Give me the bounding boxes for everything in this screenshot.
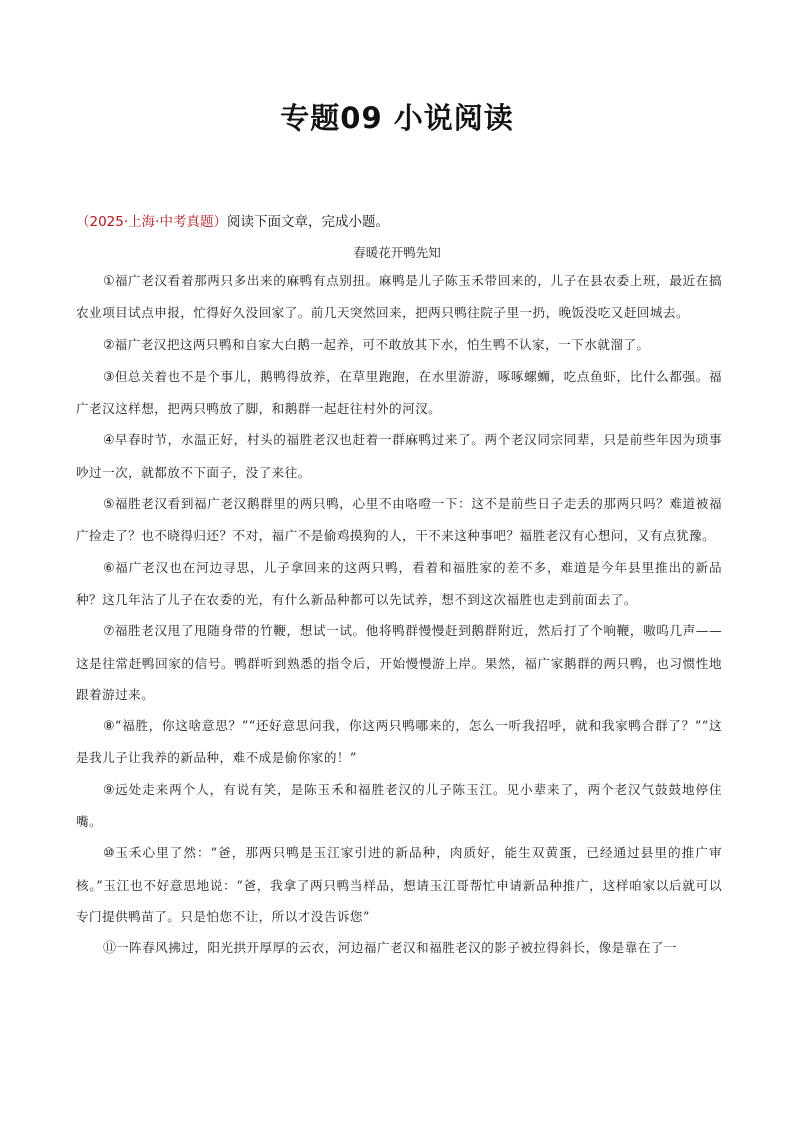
paragraph-text: 远处走来两个人，有说有笑，是陈玉禾和福胜老汉的儿子陈玉江。见小辈来了，两个老汉气鼓鼓地停住嘴。 xyxy=(76,781,723,830)
paragraph-text: “福胜，你这啥意思？”“还好意思问我，你这两只鸭哪来的，怎么一听我招呼，就和我家鸭合群了？”“这是我儿子让我养的新品种，难不成是偷你家的！” xyxy=(76,718,722,766)
paragraph-number: ⑧ xyxy=(103,719,115,735)
paragraph-text: 福胜老汉甩了甩随身带的竹鞭，想试一试。他将鸭群慢慢赶到鹅群附近，然后打了个响鞭，嗷呜几声——这是往常赶鸭回家的信号。鸭群听到熟悉的指令后，开始慢慢游上岸。果然，福广家鹅群的两只鸭，也习惯性地跟着游过来。 xyxy=(76,623,723,702)
paragraph-text: 福广老汉把这两只鸭和自家大白鹅一起养，可不敢放其下水，怕生鸭不认家，一下水就溜了。 xyxy=(114,336,650,352)
paragraph-text: 早春时节，水温正好，村头的福胜老汉也赶着一群麻鸭过来了。两个老汉同宗同辈，只是前些年因为琐事吵过一次，就都放不下面子，没了来往。 xyxy=(76,432,723,480)
paragraph-8 xyxy=(76,710,722,774)
paragraph-text: 福广老汉也在河边寻思，儿子拿回来的这两只鸭，看着和福胜家的差不多，难道是今年县里推出的新品种？这几年沾了儿子在农委的光，有什么新品种都可以先试养，想不到这次福胜也走到前面去了。 xyxy=(76,559,723,607)
paragraph-number: ⑥ xyxy=(103,560,116,576)
instruction-text: 阅读下面文章，完成小题。 xyxy=(226,214,389,230)
paragraph-text: 福广老汉看着那两只多出来的麻鸭有点别扭。麻鸭是儿子陈玉禾带回来的，儿子在县农委上班，最近在搞农业项目试点申报，忙得好久没回家了。前几天突然回来，把两只鸭往院子里一扔，晚饭没吃又赶回城去。 xyxy=(76,273,723,321)
paragraph-5 xyxy=(76,488,722,552)
paragraph-text: 玉禾心里了然：“爸，那两只鸭是玉江家引进的新品种，肉质好，能生双黄蛋，已经通过县里的推广审核。”玉江也不好意思地说：“爸，我拿了两只鸭当样品，想请玉江哥帮忙申请新品种推广，这样咱家以后就可以专门提供鸭苗了。只是怕您不让，所以才没告诉您” xyxy=(76,845,722,924)
source-tag: 2025·上海·中考真题 xyxy=(89,214,214,230)
paragraph-text: 福胜老汉看到福广老汉鹅群里的两只鸭，心里不由咯噔一下：这不是前些日子走丢的那两只吗？难道被福广捡走了？也不晓得归还？不对，福广不是偷鸡摸狗的人，干不来这种事吧？福胜老汉有心想问，又有点犹豫。 xyxy=(76,496,723,544)
paragraph-number: ⑪ xyxy=(103,941,117,957)
paragraph-9 xyxy=(76,774,722,838)
source-open-paren: （ xyxy=(76,214,90,230)
paragraph-10 xyxy=(76,837,722,932)
document-title: 专题09 小说阅读 xyxy=(280,101,514,135)
paragraph-number: ⑩ xyxy=(103,846,116,862)
paragraph-text: 一阵春风拂过，阳光拱开厚厚的云衣，河边福广老汉和福胜老汉的影子被拉得斜长，像是靠在了一 xyxy=(116,940,677,956)
paragraph-3 xyxy=(76,361,722,425)
paragraph-number: ② xyxy=(103,337,115,353)
paragraph-number: ④ xyxy=(103,433,115,449)
paragraph-number: ⑦ xyxy=(103,624,115,640)
paragraph-1 xyxy=(76,265,722,329)
question-source-line xyxy=(76,210,389,230)
paragraph-number: ① xyxy=(103,274,115,289)
paragraph-number: ③ xyxy=(103,369,115,385)
paragraph-2 xyxy=(76,329,722,361)
paragraph-4 xyxy=(76,424,722,488)
paragraph-6 xyxy=(76,552,722,616)
article-body xyxy=(76,265,722,965)
article-title: 春暖花开鸭先知 xyxy=(353,245,441,260)
paragraph-number: ⑨ xyxy=(103,782,116,798)
paragraph-7 xyxy=(76,615,722,710)
source-close-paren: ） xyxy=(213,214,227,230)
paragraph-11 xyxy=(76,932,722,964)
paragraph-number: ⑤ xyxy=(103,497,115,513)
paragraph-text: 但总关着也不是个事儿，鹅鸭得放养，在草里跑跑，在水里游游，啄啄螺蛳，吃点鱼虾，比什么都强。福广老汉这样想，把两只鸭放了脚，和鹅群一起赶往村外的河汊。 xyxy=(76,368,723,417)
